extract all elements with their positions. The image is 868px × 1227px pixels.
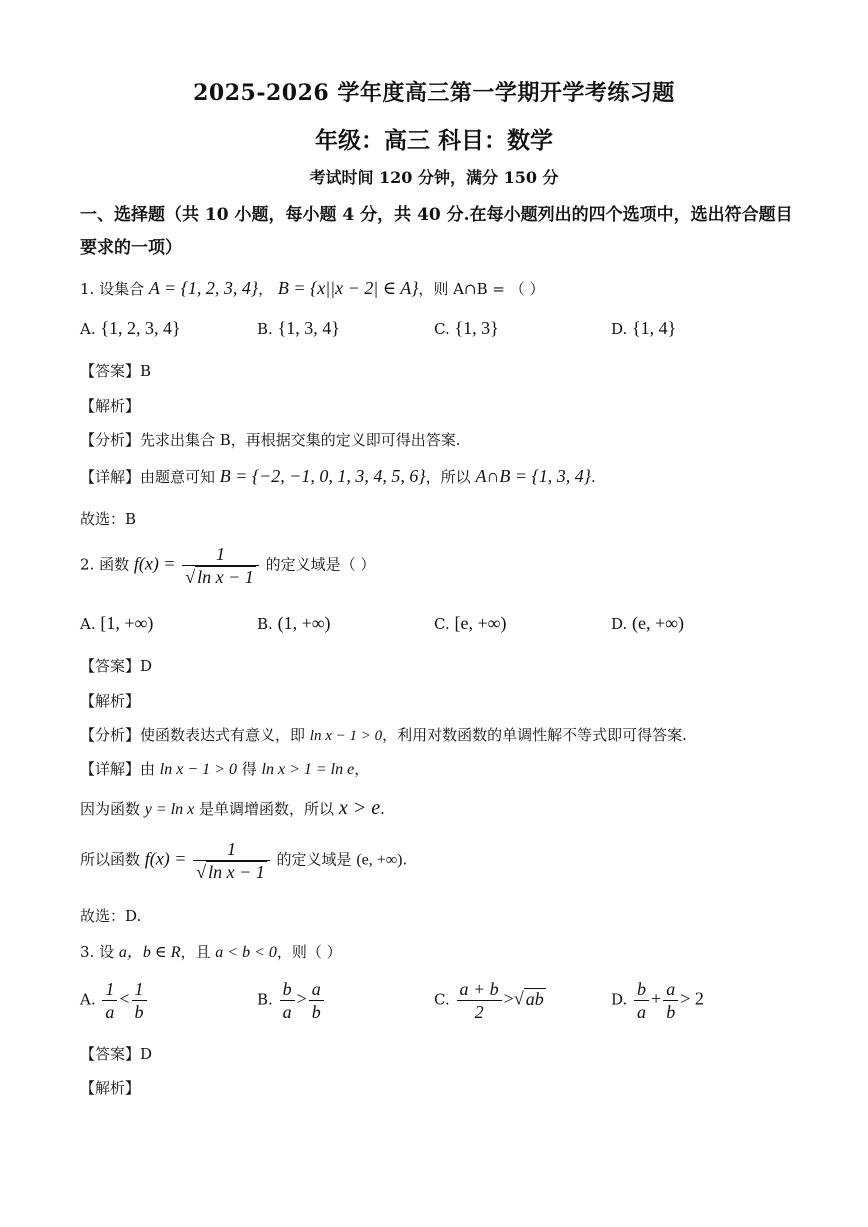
option-fraction	[457, 978, 502, 1023]
q3-option-b	[257, 978, 326, 1023]
so-math: (e, +∞)	[356, 851, 403, 869]
q3-suffix: ，则（ ）	[276, 943, 342, 961]
q3-cond: a < b < 0	[215, 944, 277, 961]
because-math: y = ln x	[144, 801, 195, 818]
xiangjie-math2: A∩B = {1, 3, 4}	[475, 466, 591, 486]
fraction-denominator: b	[666, 1002, 676, 1022]
because-end: .	[380, 800, 385, 818]
option-label: D.	[611, 320, 628, 338]
fraction-denominator: a	[637, 1002, 647, 1022]
option-label: D.	[611, 990, 628, 1009]
option-value: {1, 3, 4}	[277, 318, 340, 338]
option-label: C.	[434, 990, 450, 1009]
fraction-denominator: 2	[474, 1002, 484, 1022]
option-label: C.	[434, 615, 450, 633]
xiangjie-end: ，	[354, 760, 370, 778]
option-fraction	[309, 978, 324, 1023]
q1-sep: ，	[258, 280, 274, 298]
q1-suffix: ，则 A∩B = （ ）	[418, 280, 545, 298]
fraction-numerator: a	[663, 978, 678, 1001]
q3-option-a	[80, 978, 149, 1023]
option-operator: >	[503, 988, 514, 1009]
question-3	[80, 939, 342, 962]
fraction-numerator: 1	[102, 978, 117, 1001]
option-label: C.	[434, 320, 450, 338]
sqrt-radicand: ab	[525, 988, 544, 1009]
q2-because	[80, 797, 385, 820]
xiangjie-prefix: 【详解】由题意可知	[80, 468, 216, 486]
section-heading-cont: 要求的一项）	[80, 238, 182, 258]
q3-jiexi: 【解析】	[80, 1079, 141, 1097]
fraction-denominator: b	[134, 1002, 144, 1022]
option-value: [1, +∞)	[100, 613, 154, 633]
fraction-numerator: b	[634, 978, 649, 1001]
fraction-denominator: √ ln x − 1	[196, 862, 265, 882]
option-label: A.	[80, 615, 96, 633]
option-operator: +	[651, 988, 662, 1009]
because-math2: x > e	[338, 797, 381, 819]
q2-option-d	[611, 613, 684, 634]
q1-xiangjie	[80, 466, 596, 487]
q3-option-c	[434, 978, 546, 1023]
q3-answer: 【答案】D	[80, 1045, 153, 1063]
xiangjie-math1: ln x − 1 > 0	[159, 761, 237, 778]
option-fraction	[634, 978, 649, 1023]
option-label: B.	[257, 615, 273, 633]
q2-option-b	[257, 613, 331, 634]
q1-guxuan: 故选：B	[80, 510, 137, 528]
option-sqrt: √ ab	[513, 988, 544, 1009]
option-fraction	[102, 978, 117, 1023]
fraction-numerator: a + b	[457, 978, 502, 1001]
exam-time-note: 考试时间 120 分钟，满分 150 分	[309, 168, 559, 187]
q2-option-a	[80, 613, 153, 634]
q2-prefix: 2. 函数	[80, 555, 130, 574]
because-mid: 是单调增函数，所以	[199, 800, 335, 818]
q1-jiexi: 【解析】	[80, 397, 141, 415]
so-end: .	[402, 850, 408, 869]
q2-so	[80, 838, 407, 883]
so-mid: 的定义域是	[276, 850, 352, 869]
option-value: {1, 4}	[632, 318, 677, 338]
option-value: (1, +∞)	[277, 613, 331, 633]
so-fraction	[193, 838, 270, 883]
q2-jiexi: 【解析】	[80, 692, 141, 710]
q2-xiangjie	[80, 758, 369, 779]
option-label: A.	[80, 320, 96, 338]
q2-answer: 【答案】D	[80, 657, 153, 675]
fraction-denominator: √ ln x − 1	[185, 567, 254, 587]
q2-fenxi	[80, 724, 687, 745]
xiangjie-math2: ln x > 1 = ln e	[261, 761, 355, 778]
q2-fraction	[182, 543, 259, 588]
q1-answer: 【答案】B	[80, 362, 152, 380]
q2-fx: f(x) =	[133, 553, 176, 574]
fraction-denominator: b	[311, 1002, 321, 1022]
q1-option-d	[611, 318, 676, 339]
q3-prefix: 3. 设	[80, 943, 115, 961]
option-operator: <	[119, 988, 130, 1009]
option-fraction	[280, 978, 295, 1023]
xiangjie-end: .	[590, 468, 596, 486]
q3-option-d	[611, 978, 704, 1023]
q3-vars: a，b ∈ R	[118, 944, 181, 961]
q2-suffix: 的定义域是（ ）	[265, 555, 376, 574]
question-2	[80, 543, 375, 588]
q1-set-b: B = {x||x − 2| ∈ A}	[277, 278, 419, 298]
q1-prefix: 1. 设集合	[80, 280, 145, 298]
fraction-numerator: 1	[132, 978, 147, 1001]
sqrt-radicand: ln x − 1	[208, 862, 265, 882]
option-value: {1, 2, 3, 4}	[100, 318, 181, 338]
fraction-numerator: 1	[182, 543, 259, 566]
fenxi-prefix: 【分析】使函数表达式有意义，即	[80, 726, 306, 744]
xiangjie-mid: 得	[241, 760, 257, 778]
q3-mid: ，且	[180, 943, 211, 961]
option-label: D.	[611, 615, 628, 633]
fraction-numerator: a	[309, 978, 324, 1001]
sqrt-radicand: ln x − 1	[197, 567, 254, 587]
xiangjie-math: B = {−2, −1, 0, 1, 3, 4, 5, 6}	[219, 466, 426, 486]
q2-option-c	[434, 613, 506, 634]
question-1	[80, 278, 544, 299]
section-heading: 一、选择题（共 10 小题，每小题 4 分，共 40 分.在每小题列出的四个选项中，选出符合题目	[80, 205, 793, 225]
option-fraction	[132, 978, 147, 1023]
option-value: (e, +∞)	[632, 613, 685, 633]
q1-option-b	[257, 318, 340, 339]
xiangjie-mid: ，所以	[425, 468, 471, 486]
q1-option-c	[434, 318, 499, 339]
page-title: 2025-2026 学年度高三第一学期开学考练习题	[193, 80, 675, 106]
option-operator: >	[296, 988, 307, 1009]
fenxi-suffix: ，利用对数函数的单调性解不等式即可得答案.	[382, 726, 687, 744]
so-prefix: 所以函数	[80, 850, 141, 869]
q1-fenxi: 【分析】先求出集合 B，再根据交集的定义即可得出答案.	[80, 431, 461, 449]
so-fx: f(x) =	[144, 848, 187, 869]
q2-guxuan: 故选：D.	[80, 907, 142, 925]
option-label: B.	[257, 990, 273, 1009]
fraction-numerator: 1	[193, 838, 270, 861]
option-label: A.	[80, 990, 96, 1009]
option-tail: > 2	[680, 988, 704, 1009]
option-label: B.	[257, 320, 273, 338]
fraction-denominator: a	[282, 1002, 292, 1022]
fenxi-math: ln x − 1 > 0	[309, 728, 383, 744]
because-prefix: 因为函数	[80, 800, 141, 818]
q1-set-a: A = {1, 2, 3, 4}	[148, 278, 259, 298]
option-fraction	[663, 978, 678, 1023]
xiangjie-prefix: 【详解】由	[80, 760, 156, 778]
fraction-numerator: b	[280, 978, 295, 1001]
option-value: {1, 3}	[454, 318, 499, 338]
q1-option-a	[80, 318, 181, 339]
option-value: [e, +∞)	[454, 613, 507, 633]
page-subtitle: 年级：高三 科目：数学	[314, 127, 553, 154]
fraction-denominator: a	[105, 1002, 115, 1022]
